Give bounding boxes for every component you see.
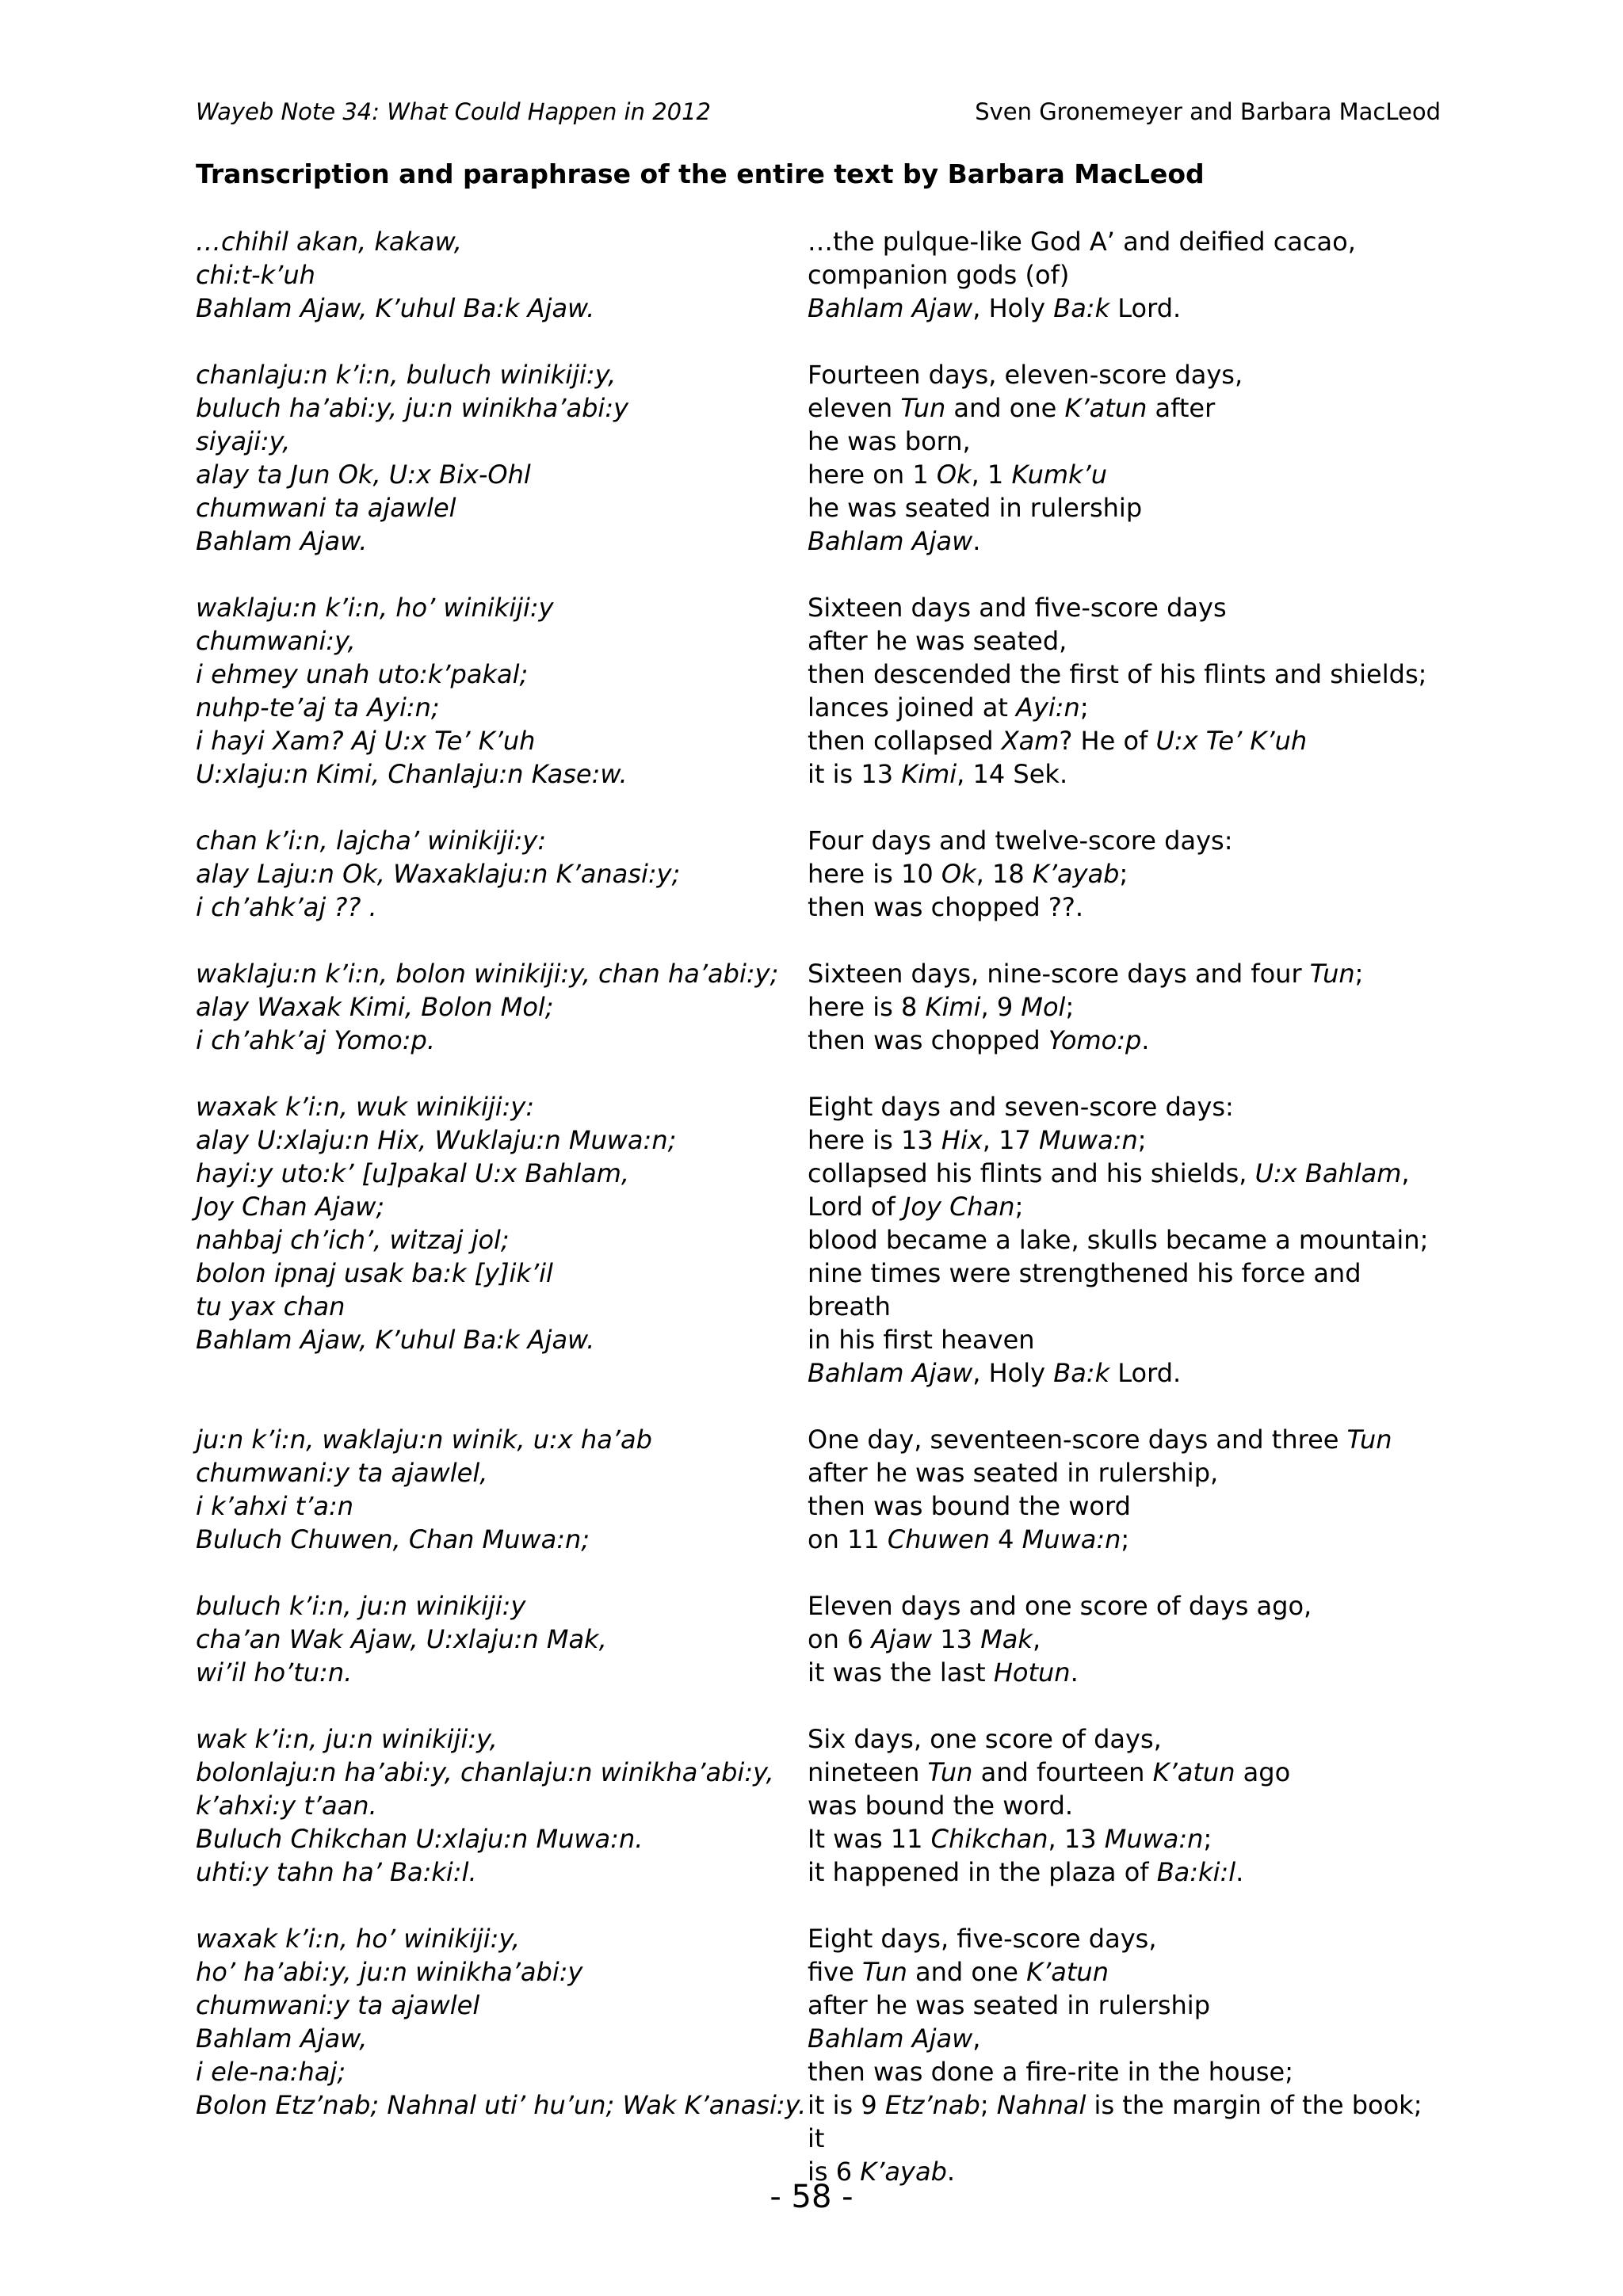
paraphrase-line <box>808 1922 1442 1955</box>
paraphrase-text: …the pulque-like God A’ and deified cacao, <box>808 227 1356 257</box>
paraphrase-line <box>808 1789 1442 1822</box>
italic-term: Ok <box>941 859 976 889</box>
italic-term: Hix <box>941 1125 983 1155</box>
paraphrase-line <box>808 1822 1442 1855</box>
transcription-column <box>196 591 808 791</box>
paraphrase-column <box>808 591 1442 791</box>
transcription-line: tu yax chan <box>196 1291 346 1322</box>
transcription-line: wi’il ho’tu:n. <box>196 1657 353 1688</box>
paraphrase-text: Lord. <box>1109 1358 1182 1388</box>
italic-term: Chikchan <box>930 1824 1048 1854</box>
paraphrase-text: here on 1 <box>808 460 937 490</box>
paraphrase-text: , 14 Sek. <box>957 759 1068 789</box>
paraphrase-text: Lord. <box>1109 293 1182 323</box>
transcription-column <box>196 1922 808 2188</box>
transcription-column <box>196 358 808 558</box>
transcription-line: siyaji:y, <box>196 426 291 456</box>
italic-term: U:x Bahlam <box>1254 1158 1402 1188</box>
paraphrase-text: , Holy <box>972 1358 1054 1388</box>
italic-term: Ba:ki:l <box>1156 1857 1236 1887</box>
transcription-line: Bahlam Ajaw, K’uhul Ba:k Ajaw. <box>196 293 595 323</box>
paraphrase-line <box>808 1456 1442 1489</box>
transcription-line: waklaju:n k’i:n, ho’ winikiji:y <box>196 593 554 623</box>
paraphrase-line <box>808 1955 1442 1989</box>
italic-term: Xam <box>1001 726 1060 756</box>
paraphrase-text: lances joined at <box>808 692 1017 723</box>
transcription-line: buluch k’i:n, ju:n winikiji:y <box>196 1591 526 1621</box>
italic-term: Mol <box>1021 992 1066 1022</box>
italic-term: Tun <box>861 1957 907 1987</box>
paraphrase-text: then collapsed <box>808 726 1002 756</box>
paraphrase-text: . <box>1141 1025 1150 1055</box>
paraphrase-line <box>808 258 1442 292</box>
paraphrase-text: . <box>946 2157 956 2187</box>
paraphrase-column <box>808 1589 1442 1689</box>
paraphrase-text: , 13 <box>1048 1824 1105 1854</box>
paraphrase-line <box>808 691 1442 724</box>
italic-term: K’atun <box>1064 393 1148 423</box>
paraphrase-line <box>808 1589 1442 1623</box>
paraphrase-text: it was the last <box>808 1657 994 1688</box>
paraphrase-text: after he was seated, <box>808 626 1067 656</box>
paraphrase-text: companion gods (of) <box>808 260 1070 290</box>
paraphrase-text: it is 9 <box>808 2090 885 2120</box>
paraphrase-text: Six days, one score of days, <box>808 1724 1162 1754</box>
transcription-line: chumwani:y ta ajawlel, <box>196 1458 488 1488</box>
transcription-line: ho’ ha’abi:y, ju:n winikha’abi:y <box>196 1957 583 1987</box>
transcription-line: Bahlam Ajaw, K’uhul Ba:k Ajaw. <box>196 1325 595 1355</box>
transcription-column <box>196 1423 808 1556</box>
transcription-column <box>196 824 808 924</box>
paraphrase-text: and one <box>945 393 1065 423</box>
transcription-line: chumwani:y ta ajawlel <box>196 1990 480 2020</box>
paraphrase-text: then was chopped ??. <box>808 892 1083 922</box>
transcription-line: i k’ahxi t’a:n <box>196 1491 354 1521</box>
transcription-line: alay U:xlaju:n Hix, Wuklaju:n Muwa:n; <box>196 1125 677 1155</box>
paraphrase-text: he was seated in rulership <box>808 493 1143 523</box>
page-number: - 58 - <box>769 2179 854 2215</box>
paraphrase-line <box>808 1323 1442 1356</box>
paraphrase-text: eleven <box>808 393 901 423</box>
paraphrase-text: ago <box>1235 1757 1291 1787</box>
paraphrase-line <box>808 2088 1442 2155</box>
transcription-line: …chihil akan, kakaw, <box>196 227 462 257</box>
paraphrase-text: . <box>972 526 981 556</box>
paraphrase-line <box>808 225 1442 258</box>
transcription-column <box>196 1722 808 1889</box>
paraphrase-column <box>808 358 1442 558</box>
paraphrase-line <box>808 591 1442 624</box>
journal-title: Wayeb Note 34: What Could Happen in 2012 <box>196 98 712 125</box>
paraphrase-text: It was 11 <box>808 1824 931 1854</box>
paraphrase-line <box>808 1523 1442 1556</box>
italic-term: Bahlam Ajaw <box>808 1358 973 1388</box>
stanza <box>196 824 1464 924</box>
paraphrase-line <box>808 990 1442 1024</box>
transcription-line: waxak k’i:n, ho’ winikiji:y, <box>196 1924 521 1954</box>
stanza <box>196 1722 1464 1889</box>
paraphrase-text: was bound the word. <box>808 1791 1074 1821</box>
paraphrase-text: . <box>1070 1657 1079 1688</box>
italic-term: Yomo:p <box>1048 1025 1142 1055</box>
paraphrase-text: five <box>808 1957 862 1987</box>
paraphrase-text: ? He of <box>1059 726 1156 756</box>
transcription-line: chi:t-k’uh <box>196 260 315 290</box>
transcription-line: chumwani ta ajawlel <box>196 493 456 523</box>
transcription-line: bolonlaju:n ha’abi:y, chanlaju:n winikha’abi:y, <box>196 1757 774 1787</box>
paraphrase-text: ; <box>1079 692 1089 723</box>
paraphrase-line <box>808 1024 1442 1057</box>
stanza <box>196 1423 1464 1556</box>
italic-term: Kumk’u <box>1011 460 1107 490</box>
paraphrase-line <box>808 1157 1442 1190</box>
italic-term: Ba:k <box>1053 293 1110 323</box>
italic-term: Ajaw <box>871 1624 933 1654</box>
paraphrase-text: ; <box>1137 1125 1147 1155</box>
paraphrase-text: then was bound the word <box>808 1491 1131 1521</box>
paraphrase-text: Eleven days and one score of days ago, <box>808 1591 1312 1621</box>
transcription-line: Bahlam Ajaw, <box>196 2023 368 2054</box>
paraphrase-line <box>808 957 1442 990</box>
paraphrase-text: then was done a fire-rite in the house; <box>808 2057 1294 2087</box>
paraphrase-text: One day, seventeen-score days and three <box>808 1425 1347 1455</box>
paraphrase-text: here is 10 <box>808 859 941 889</box>
paraphrase-text: , <box>1401 1158 1410 1188</box>
transcription-line: chumwani:y, <box>196 626 356 656</box>
transcription-column <box>196 225 808 325</box>
transcription-line: i ch’ahk’aj Yomo:p. <box>196 1025 435 1055</box>
paraphrase-text: Eight days, five-score days, <box>808 1924 1157 1954</box>
italic-term: K’atun <box>1152 1757 1235 1787</box>
paraphrase-text: ; <box>1119 859 1128 889</box>
italic-term: Mak <box>980 1624 1033 1654</box>
italic-term: K’ayab <box>1032 859 1120 889</box>
stanza <box>196 1090 1464 1390</box>
paraphrase-text: it is 13 <box>808 759 902 789</box>
transcription-line: cha’an Wak Ajaw, U:xlaju:n Mak, <box>196 1624 607 1654</box>
paraphrase-line <box>808 724 1442 757</box>
paraphrase-text: , 9 <box>980 992 1022 1022</box>
running-header <box>196 98 1441 130</box>
transcription-line: nahbaj ch’ich’, witzaj jol; <box>196 1225 510 1255</box>
transcription-line: alay Waxak Kimi, Bolon Mol; <box>196 992 554 1022</box>
transcription-line: chan k’i:n, lajcha’ winikiji:y: <box>196 826 547 856</box>
paraphrase-text: , 17 <box>982 1125 1040 1155</box>
transcription-line: alay Laju:n Ok, Waxaklaju:n K’anasi:y; <box>196 859 681 889</box>
paraphrase-line <box>808 358 1442 391</box>
paraphrase-text: , <box>972 2023 981 2054</box>
italic-term: Tun <box>900 393 946 423</box>
paraphrase-line <box>808 2055 1442 2088</box>
italic-term: Tun <box>1309 959 1355 989</box>
transcription-columns <box>196 225 1464 2222</box>
italic-term: Kimi <box>901 759 957 789</box>
paraphrase-line <box>808 491 1442 524</box>
paraphrase-line <box>808 2022 1442 2055</box>
paraphrase-line <box>808 1855 1442 1889</box>
paraphrase-text: Fourteen days, eleven-score days, <box>808 360 1243 390</box>
paraphrase-column <box>808 1090 1442 1390</box>
italic-term: K’atun <box>1026 1957 1109 1987</box>
paraphrase-text: is the margin of the book; it <box>808 2090 1430 2153</box>
section-title: Transcription and paraphrase of the entire text by Barbara MacLeod <box>196 158 1205 189</box>
italic-term: Bahlam Ajaw <box>808 526 973 556</box>
paraphrase-text: Sixteen days, nine-score days and four <box>808 959 1310 989</box>
paraphrase-line <box>808 1223 1442 1257</box>
stanza <box>196 591 1464 791</box>
transcription-line: bolon ipnaj usak ba:k [y]ik’il <box>196 1258 553 1288</box>
paraphrase-text: after he was seated in rulership <box>808 1990 1210 2020</box>
italic-term: Ba:k <box>1053 1358 1110 1388</box>
transcription-line: i hayi Xam? Aj U:x Te’ K’uh <box>196 726 536 756</box>
paraphrase-text: here is 8 <box>808 992 926 1022</box>
transcription-line: nuhp-te’aj ta Ayi:n; <box>196 692 440 723</box>
paraphrase-text: Sixteen days and five-score days <box>808 593 1227 623</box>
paraphrase-text: collapsed his flints and his shields, <box>808 1158 1255 1188</box>
paraphrase-text: then was chopped <box>808 1025 1048 1055</box>
transcription-line: chanlaju:n k’i:n, buluch winikiji:y, <box>196 360 617 390</box>
paraphrase-column <box>808 957 1442 1057</box>
transcription-line: U:xlaju:n Kimi, Chanlaju:n Kase:w. <box>196 759 628 789</box>
paraphrase-line <box>808 1489 1442 1523</box>
paraphrase-text: and fourteen <box>972 1757 1153 1787</box>
paraphrase-text: it happened in the plaza of <box>808 1857 1157 1887</box>
paraphrase-text: on 11 <box>808 1524 888 1554</box>
paraphrase-column <box>808 1423 1442 1556</box>
italic-term: Hotun <box>993 1657 1071 1688</box>
transcription-line: Bahlam Ajaw. <box>196 526 368 556</box>
paraphrase-text: after <box>1147 393 1216 423</box>
paraphrase-line <box>808 824 1442 857</box>
italic-term: Tun <box>1346 1425 1392 1455</box>
paraphrase-text: on 6 <box>808 1624 872 1654</box>
paraphrase-line <box>808 624 1442 658</box>
italic-term: Chuwen <box>887 1524 990 1554</box>
paraphrase-text: , 18 <box>976 859 1033 889</box>
paraphrase-line <box>808 458 1442 491</box>
paraphrase-text: nineteen <box>808 1757 928 1787</box>
paraphrase-text: nine times were strengthened his force and breath <box>808 1258 1369 1322</box>
paraphrase-column <box>808 1922 1442 2188</box>
transcription-line: i ehmey unah uto:k’pakal; <box>196 659 529 689</box>
paraphrase-text: and one <box>907 1957 1027 1987</box>
paraphrase-line <box>808 292 1442 325</box>
transcription-line: Bolon Etz’nab; Nahnal uti’ hu’un; Wak K’anasi:y. <box>196 2090 807 2120</box>
transcription-line: i ele-na:haj; <box>196 2057 346 2087</box>
paraphrase-line <box>808 1722 1442 1756</box>
paraphrase-text: ; <box>980 2090 997 2120</box>
italic-term: Kimi <box>925 992 981 1022</box>
transcription-column <box>196 1090 808 1390</box>
paraphrase-text: Lord of <box>808 1192 903 1222</box>
paraphrase-text: ; <box>1014 1192 1024 1222</box>
paraphrase-text: , 1 <box>971 460 1012 490</box>
transcription-column <box>196 1589 808 1689</box>
transcription-line: waxak k’i:n, wuk winikiji:y: <box>196 1092 535 1122</box>
paraphrase-line <box>808 524 1442 558</box>
paraphrase-column <box>808 824 1442 924</box>
transcription-line: uhti:y tahn ha’ Ba:ki:l. <box>196 1857 477 1887</box>
transcription-column <box>196 957 808 1057</box>
stanza <box>196 1922 1464 2188</box>
transcription-line: Buluch Chikchan U:xlaju:n Muwa:n. <box>196 1824 643 1854</box>
transcription-line: Joy Chan Ajaw; <box>196 1192 385 1222</box>
italic-term: Muwa:n <box>1022 1524 1121 1554</box>
paraphrase-text: Four days and twelve-score days: <box>808 826 1233 856</box>
paraphrase-line <box>808 1090 1442 1123</box>
paraphrase-text: , <box>1032 1624 1041 1654</box>
transcription-line: i ch’ahk’aj ?? . <box>196 892 377 922</box>
transcription-line: alay ta Jun Ok, U:x Bix-Ohl <box>196 460 531 490</box>
italic-term: U:x Te’ K’uh <box>1155 726 1308 756</box>
paraphrase-line <box>808 1756 1442 1789</box>
paraphrase-line <box>808 1356 1442 1390</box>
paraphrase-line <box>808 391 1442 425</box>
paraphrase-line <box>808 1989 1442 2022</box>
paraphrase-text: . <box>1235 1857 1244 1887</box>
paraphrase-line <box>808 857 1442 891</box>
paraphrase-text: blood became a lake, skulls became a mountain; <box>808 1225 1429 1255</box>
paraphrase-text: is 6 <box>808 2157 861 2187</box>
paraphrase-text: ; <box>1354 959 1364 989</box>
paraphrase-line <box>808 658 1442 691</box>
italic-term: Ayi:n <box>1016 692 1080 723</box>
transcription-line: k’ahxi:y t’aan. <box>196 1791 377 1821</box>
transcription-line: waklaju:n k’i:n, bolon winikiji:y, chan ha’abi:y; <box>196 959 779 989</box>
transcription-line: Buluch Chuwen, Chan Muwa:n; <box>196 1524 590 1554</box>
paraphrase-line <box>808 1190 1442 1223</box>
italic-term: Muwa:n <box>1104 1824 1204 1854</box>
paraphrase-column <box>808 1722 1442 1889</box>
italic-term: Ok <box>936 460 972 490</box>
stanza <box>196 1589 1464 1689</box>
paraphrase-text: Eight days and seven-score days: <box>808 1092 1234 1122</box>
paraphrase-text: , Holy <box>972 293 1054 323</box>
paraphrase-line <box>808 1257 1442 1323</box>
stanza <box>196 358 1464 558</box>
paraphrase-text: he was born, <box>808 426 971 456</box>
paraphrase-line <box>808 1623 1442 1656</box>
paraphrase-column <box>808 225 1442 325</box>
paraphrase-text: ; <box>1121 1524 1130 1554</box>
italic-term: Tun <box>927 1757 973 1787</box>
italic-term: K’ayab <box>860 2157 947 2187</box>
paraphrase-line <box>808 1123 1442 1157</box>
paraphrase-text: in his first heaven <box>808 1325 1035 1355</box>
paraphrase-text: after he was seated in rulership, <box>808 1458 1219 1488</box>
transcription-line: hayi:y uto:k’ [u]pakal U:x Bahlam, <box>196 1158 630 1188</box>
paraphrase-text: here is 13 <box>808 1125 941 1155</box>
italic-term: Muwa:n <box>1039 1125 1138 1155</box>
italic-term: Etz’nab <box>884 2090 980 2120</box>
transcription-line: ju:n k’i:n, waklaju:n winik, u:x ha’ab <box>196 1425 652 1455</box>
paraphrase-line <box>808 1423 1442 1456</box>
stanza <box>196 957 1464 1057</box>
paraphrase-text: 13 <box>932 1624 981 1654</box>
paraphrase-line <box>808 757 1442 791</box>
paraphrase-line <box>808 425 1442 458</box>
paraphrase-text: ; <box>1065 992 1075 1022</box>
paraphrase-text: ; <box>1203 1824 1212 1854</box>
italic-term: Joy Chan <box>903 1192 1015 1222</box>
authors: Sven Gronemeyer and Barbara MacLeod <box>975 98 1441 125</box>
italic-term: Nahnal <box>996 2090 1086 2120</box>
paraphrase-text: then descended the first of his flints and shields; <box>808 659 1427 689</box>
stanza <box>196 225 1464 325</box>
italic-term: Bahlam Ajaw <box>808 293 973 323</box>
italic-term: Bahlam Ajaw <box>808 2023 973 2054</box>
paraphrase-text: 4 <box>989 1524 1022 1554</box>
transcription-line: buluch ha’abi:y, ju:n winikha’abi:y <box>196 393 629 423</box>
transcription-line: wak k’i:n, ju:n winikiji:y, <box>196 1724 498 1754</box>
paraphrase-line <box>808 1656 1442 1689</box>
paraphrase-line <box>808 891 1442 924</box>
